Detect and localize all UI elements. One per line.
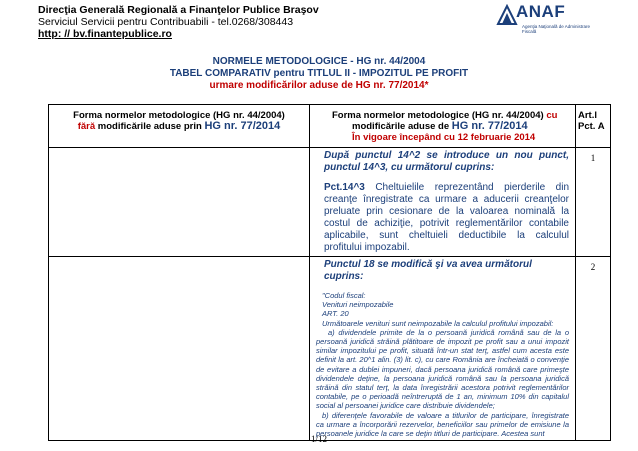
table-header-row	[49, 105, 611, 148]
header-new-line-2	[332, 121, 571, 132]
code-line: Venituri neimpozabile	[322, 300, 394, 310]
header-old-changes: modificările aduse prin	[95, 121, 205, 132]
header-new-changes: modificările aduse de	[352, 121, 452, 132]
anaf-logo	[494, 2, 604, 42]
header-new-form	[310, 105, 576, 148]
office-header	[38, 4, 319, 40]
header-new-effective-date: În vigoare începând cu 12 februarie 2014	[352, 132, 536, 143]
document-title	[0, 56, 638, 92]
anaf-emblem-icon	[496, 4, 518, 26]
row-2-article-number: 2	[576, 257, 611, 441]
table-row	[49, 148, 611, 257]
header-old-hg: HG nr. 77/2014	[204, 120, 281, 132]
header-old-form	[49, 105, 310, 148]
row-1-instruction: După punctul 14^2 se introduce un nou punct, punctul 14^3, cu următorul cuprins:	[324, 150, 569, 173]
office-name: Direcţia Generală Regională a Finanţelor Publice Braşov	[38, 4, 319, 16]
row-1-body: Cheltuielile reprezentând pierderile din creanţe înregistrate ca urmare a aducerii creanţelor preluate prin cesionare de la valoarea nominală la costul de achiziţie, potrivit reglementărilor contabile aplicabile, sunt cheltuieli deductibile la calculul profitului impozabil.	[324, 182, 569, 253]
logo-subtitle: Agenţia Naţională de Administrare Fiscală	[522, 24, 591, 34]
row-1-new-cell	[310, 148, 576, 257]
logo-wordmark: ANAF	[516, 2, 566, 21]
row-2-old-cell	[49, 257, 310, 441]
row-1-article-number: 1	[576, 148, 611, 257]
code-line: Următoarele venituri sunt neimpozabile la calculul profitului impozabil:	[322, 318, 554, 328]
office-service: Serviciul Servicii pentru Contribuabili - tel.0268/308443	[38, 16, 294, 28]
header-old-line-1: Forma normelor metodologice (HG nr. 44/2004)	[73, 110, 285, 121]
header-new-with: cu	[546, 110, 558, 121]
title-line-2: TABEL COMPARATIV pentru TITLUL II - IMPOZITUL PE PROFIT	[169, 68, 469, 79]
code-line: "Codul fiscal:	[322, 291, 366, 300]
code-paragraph: b) diferenţele favorabile de valoare a titlurilor de participare, înregistrate ca urmare a încorporării rezervelor, beneficiilor sau primelor de emisiune la persoanele juridice la care se deţin titluri de participare. Acestea sunt	[316, 410, 569, 439]
row-1-old-cell	[49, 148, 310, 257]
fiscal-code-excerpt	[316, 291, 569, 438]
office-website-link[interactable]: http: // bv.finantepublice.ro	[38, 28, 172, 40]
header-new-hg: HG nr. 77/2014	[451, 120, 528, 132]
header-old-line-2	[49, 121, 309, 132]
row-1-point-label: Pct.14^3	[324, 182, 365, 193]
page-number: 1/12	[310, 434, 327, 444]
row-2-new-cell	[310, 257, 576, 441]
title-line-3: urmare modificărilor aduse de HG nr. 77/2014*	[209, 80, 429, 91]
comparison-table	[48, 104, 611, 441]
title-line-1: NORMELE METODOLOGICE - HG nr. 44/2004	[212, 56, 426, 67]
header-article: Art.l Pct. A	[576, 105, 611, 148]
header-old-without: fără	[77, 121, 96, 132]
header-new-form-label: Forma normelor metodologice (HG nr. 44/2004)	[332, 110, 547, 121]
row-1-text	[316, 182, 569, 254]
row-2-instruction: Punctul 18 se modifică şi va avea următorul cuprins:	[324, 259, 532, 282]
code-line: ART. 20	[322, 309, 349, 319]
table-row	[49, 257, 611, 441]
code-paragraph: a) dividendele primite de la o persoană juridică română sau de la o persoană juridică străină plătitoare de impozit pe profit sau a unui impozit similar impozitului pe profit, situată într-un stat terţ, astfel cum acesta este definit la art. 20^1 alin. (3) lit. c), cu care România are încheiată o convenţie de evitare a dublei impuneri, dacă persoana juridică română care primeşte dividendele deţine, la persoana juridică română sau la persoana juridică străină din statul terţ, la data înregistrării acestora potrivit reglementărilor contabile, pe o perioadă neîntreruptă de 1 an, minimum 10% din capitalul social al persoanei juridice care distribuie dividendele;	[316, 327, 569, 411]
